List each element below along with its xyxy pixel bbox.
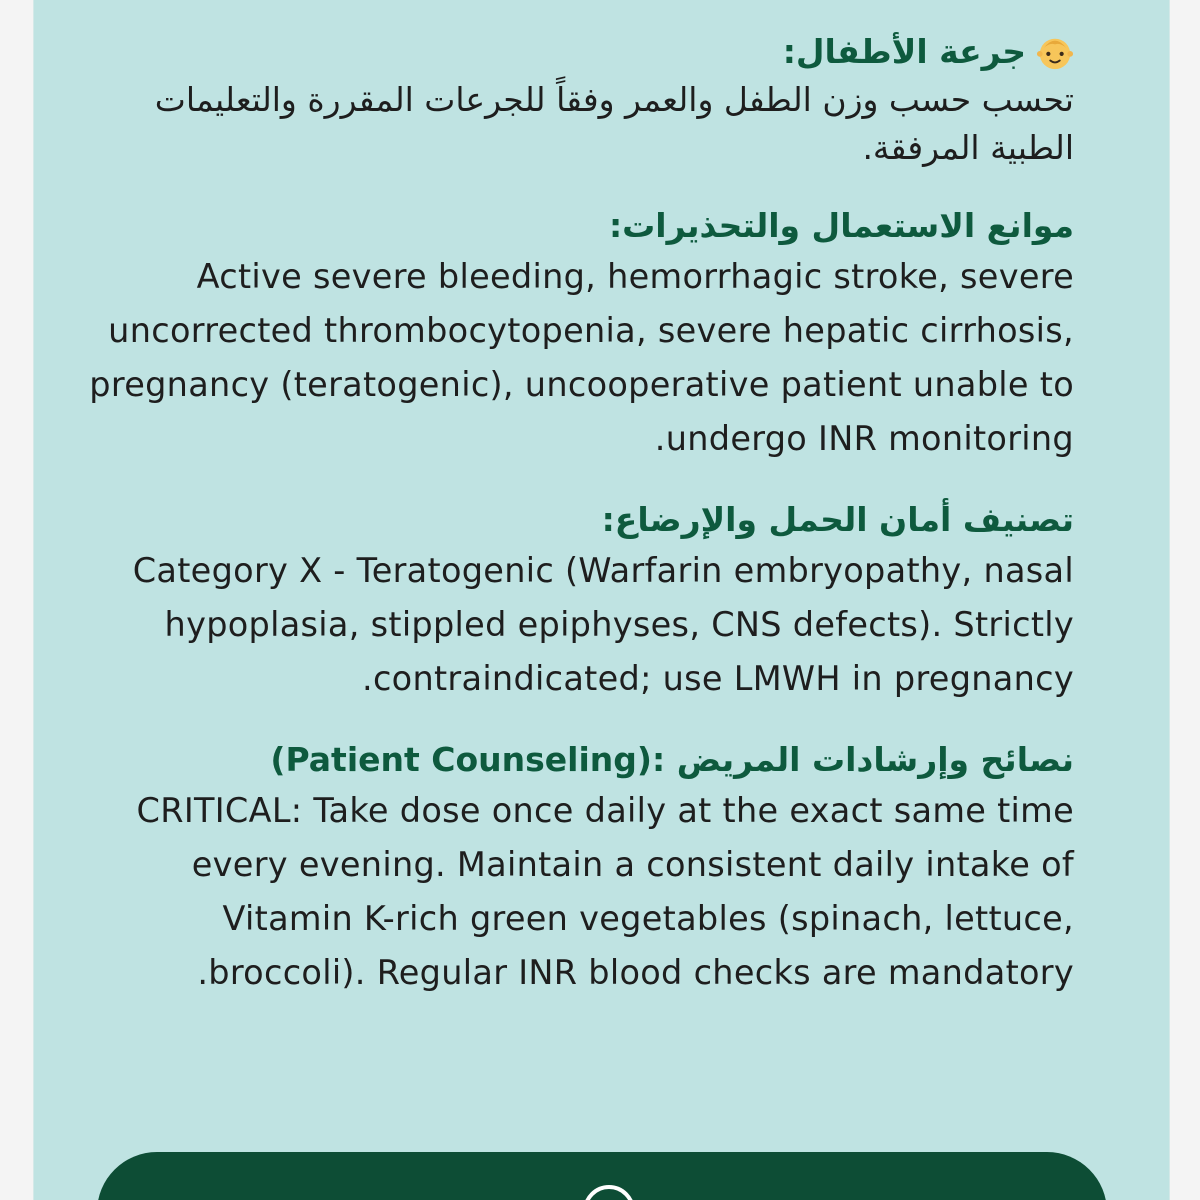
pediatric-dose-text: تحسب حسب وزن الطفل والعمر وفقاً للجرعات المقررة والتعليمات الطبية المرفقة. [154, 80, 1074, 167]
baby-face-icon [1036, 33, 1074, 71]
section-contraindications [89, 202, 1074, 466]
section-patient-counseling [89, 736, 1074, 1000]
drug-info-card [33, 0, 1170, 1200]
contraindications-heading: موانع الاستعمال والتحذيرات: [608, 206, 1074, 245]
bottom-action-button[interactable] [97, 1152, 1107, 1200]
section-heading [89, 28, 1074, 76]
card-content [89, 28, 1074, 1000]
pregnancy-safety-text: Category X - Teratogenic (Warfarin embryopathy, nasal hypoplasia, stippled epiphyses, CNS defects). Strictly contraindicated; use LMWH in pregnancy. [132, 551, 1074, 698]
patient-counseling-text: CRITICAL: Take dose once daily at the exact same time every evening. Maintain a consistent daily intake of Vitamin K-rich green vegetables (spinach, lettuce, broccoli). Regular INR blood checks are mandatory. [136, 791, 1074, 992]
patient-counseling-heading-english: (Patient Counseling): [270, 740, 666, 779]
section-pediatric-dose [89, 28, 1074, 172]
patient-counseling-heading [89, 736, 1074, 784]
circle-icon [583, 1185, 635, 1200]
section-pregnancy-safety [89, 496, 1074, 706]
pregnancy-safety-heading: تصنيف أمان الحمل والإرضاع: [601, 500, 1074, 539]
pediatric-dose-heading: جرعة الأطفال: [782, 32, 1026, 71]
contraindications-text: Active severe bleeding, hemorrhagic stroke, severe uncorrected thrombocytopenia, severe hepatic cirrhosis, pregnancy (teratogenic), uncooperative patient unable to undergo INR monitoring. [89, 257, 1074, 458]
patient-counseling-heading-arabic: نصائح وإرشادات المريض [676, 740, 1074, 779]
